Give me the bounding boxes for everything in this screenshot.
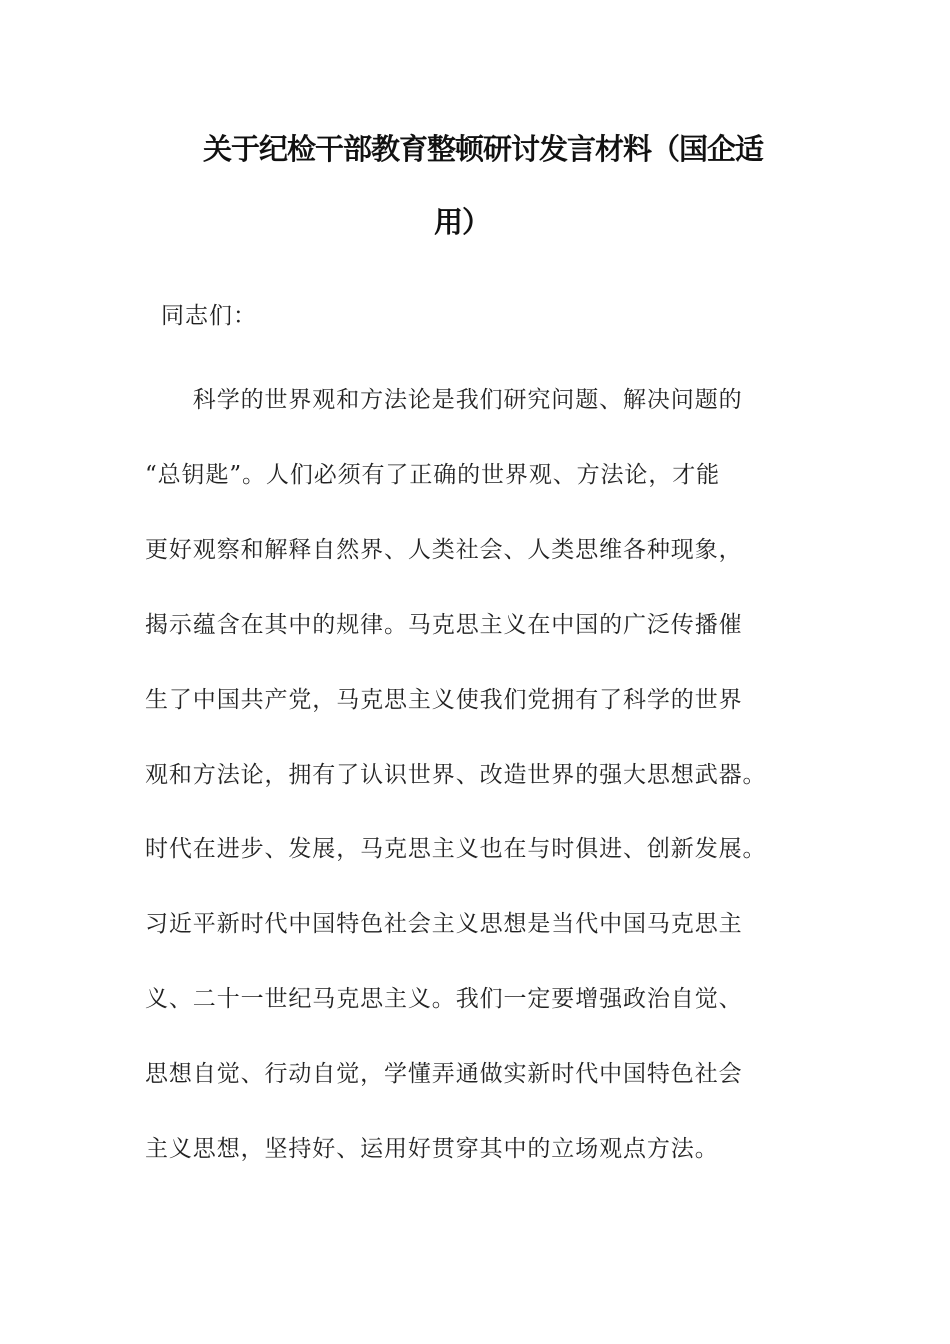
salutation: 同志们： — [161, 303, 257, 329]
paragraph-line-9: 义、二十一世纪马克思主义。我们一定要增强政治自觉、 — [145, 986, 743, 1012]
paragraph-line-10: 思想自觉、行动自觉，学懂弄通做实新时代中国特色社会 — [145, 1061, 743, 1087]
document-title-line-2: 用） — [434, 205, 491, 239]
document-title-line-1: 关于纪检干部教育整顿研讨发言材料（国企适 — [203, 132, 764, 166]
paragraph-line-6: 观和方法论，拥有了认识世界、改造世界的强大思想武器。 — [145, 762, 767, 788]
paragraph-line-7: 时代在进步、发展，马克思主义也在与时俱进、创新发展。 — [145, 836, 767, 862]
paragraph-line-2: “总钥匙”。人们必须有了正确的世界观、方法论，才能 — [145, 462, 721, 488]
paragraph-line-1: 科学的世界观和方法论是我们研究问题、解决问题的 — [145, 387, 743, 413]
paragraph-line-3: 更好观察和解释自然界、人类社会、人类思维各种现象， — [145, 537, 743, 563]
paragraph-line-11: 主义思想，坚持好、运用好贯穿其中的立场观点方法。 — [145, 1136, 719, 1162]
paragraph-line-8: 习近平新时代中国特色社会主义思想是当代中国马克思主 — [145, 911, 743, 937]
paragraph-line-5: 生了中国共产党，马克思主义使我们党拥有了科学的世界 — [145, 687, 743, 713]
paragraph-line-4: 揭示蕴含在其中的规律。马克思主义在中国的广泛传播催 — [145, 612, 743, 638]
